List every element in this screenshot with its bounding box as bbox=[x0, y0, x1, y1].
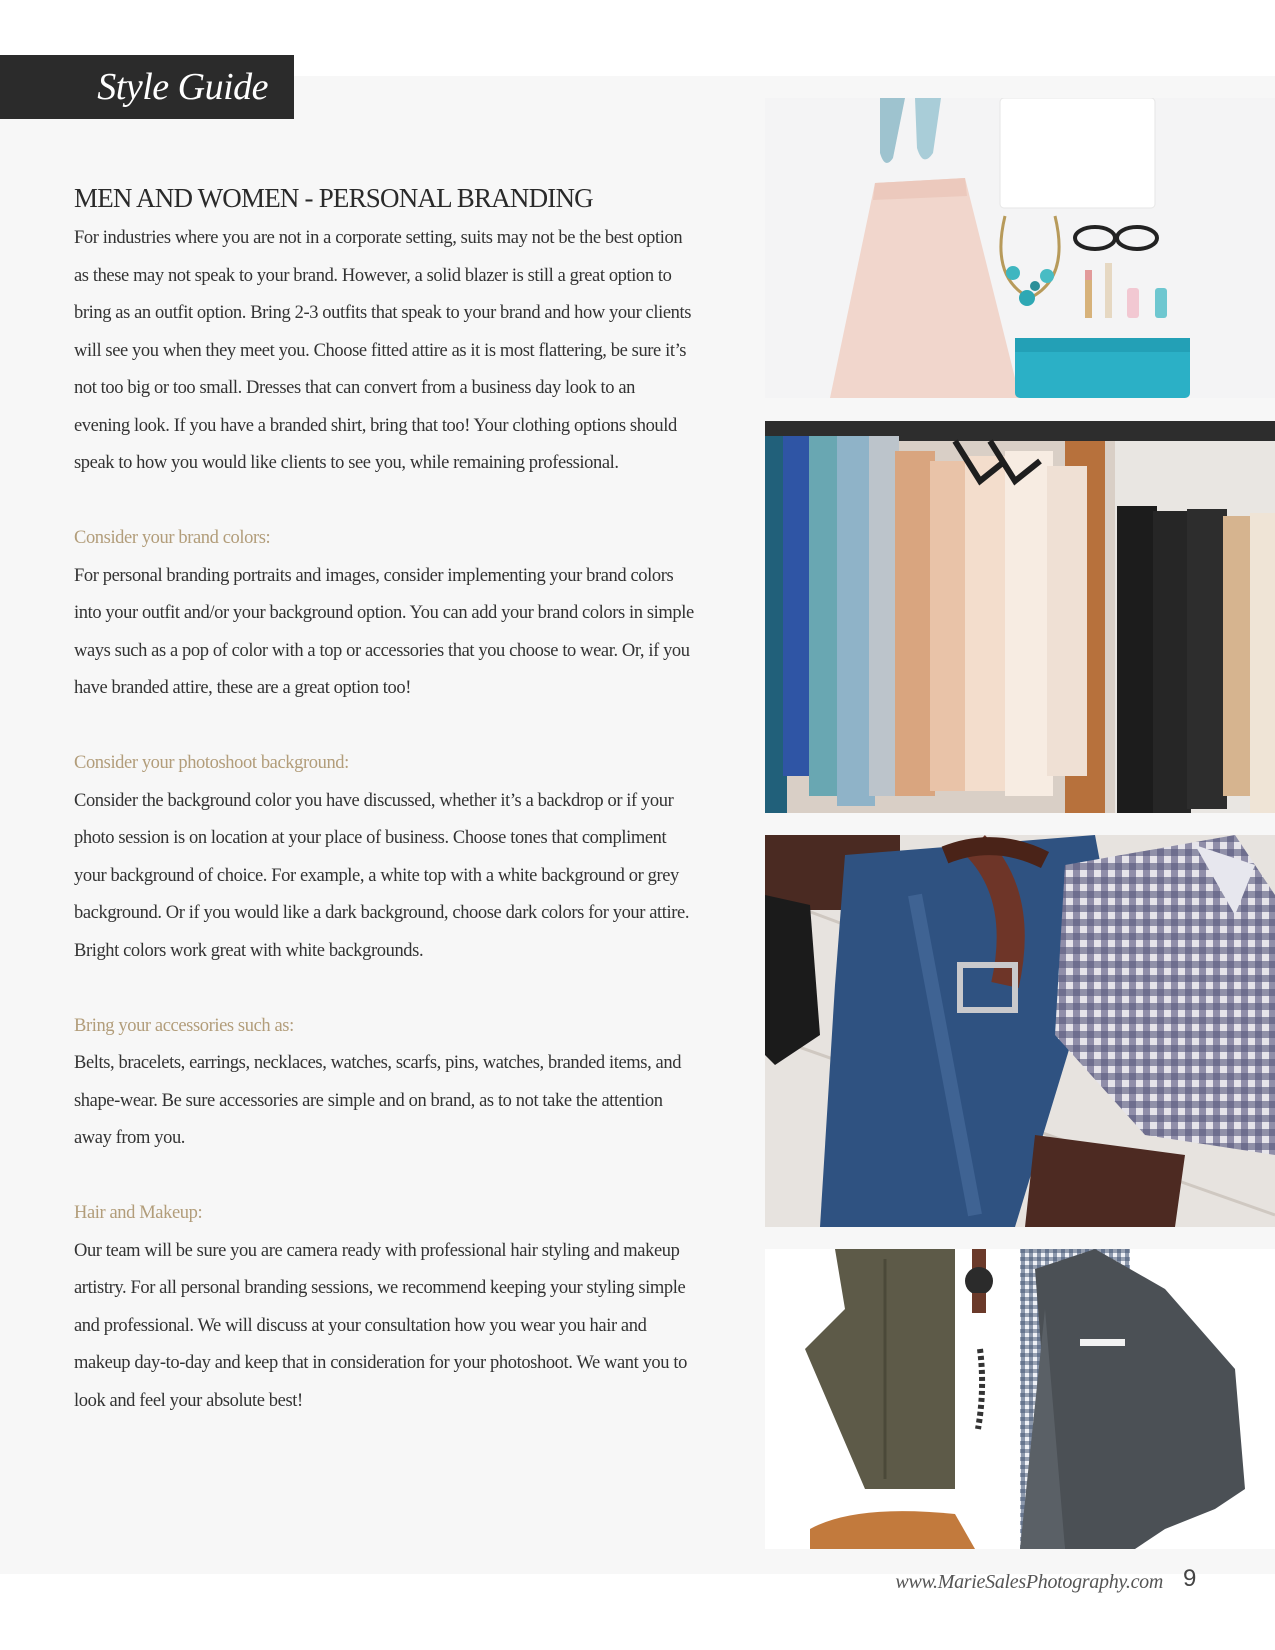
section-title-hair-makeup: Hair and Makeup: bbox=[74, 1203, 203, 1223]
section-body-hair-makeup: Our team will be sure you are camera ready with professional hair styling and makeup artistry. For all personal branding sessions, we recommend keeping your styling simple and professional. We will discuss at your consultation how you wear you hair and makeup day-to-day and keep that in consideration for your photoshoot. We want you to look and feel your absolute best! bbox=[74, 1240, 687, 1411]
section-title-brand-colors: Consider your brand colors: bbox=[74, 528, 271, 548]
section-body-accessories: Belts, bracelets, earrings, necklaces, watches, scarfs, pins, watches, branded items, and shape-wear. Be sure accessories are simple and on brand, as to not take the attention away from you. bbox=[74, 1053, 682, 1148]
mens-casual-photo bbox=[765, 835, 1275, 1227]
website-url: www.MarieSalesPhotography.com bbox=[895, 1571, 1163, 1593]
mens-formal-photo bbox=[765, 1249, 1275, 1549]
page-heading: MEN AND WOMEN - PERSONAL BRANDING bbox=[74, 183, 593, 213]
section-body-background: Consider the background color you have discussed, whether it’s a backdrop or if your photo session is on location at your place of business. Choose tones that compliment your background of choice. For example, a white top with a white background or grey background. Or if you would like a dark background, choose dark colors for your attire. Bright colors work great with white backgrounds. bbox=[74, 790, 690, 961]
page-number: 9 bbox=[1183, 1565, 1197, 1592]
section-title-accessories: Bring your accessories such as: bbox=[74, 1015, 294, 1036]
section-title-background: Consider your photoshoot background: bbox=[74, 753, 349, 773]
intro-paragraph: For industries where you are not in a corporate setting, suits may not be the best option as these may not speak to your brand. However, a solid blazer is still a great option to bring as an outfit option. Bring 2-3 outfits that speak to your brand and how your clients will see you when they meet you. Choose fitted attire as it is most flattering, be sure it’s not too big or too small. Dresses that can convert from a business day look to an evening look. If you have a branded shirt, bring that too! Your clothing options should speak to how you would like clients to see you, while remaining professional. bbox=[74, 228, 692, 473]
womens-flatlay-photo bbox=[765, 98, 1275, 398]
section-body-brand-colors: For personal branding portraits and images, consider implementing your brand colors into your outfit and/or your background option. You can add your brand colors in simple ways such as a pop of color with a top or accessories that you choose to wear. Or, if you have branded attire, these are a great option too! bbox=[74, 565, 694, 698]
clothing-rack-photo bbox=[765, 421, 1275, 813]
article bbox=[74, 183, 694, 1420]
style-guide-tag: Style Guide bbox=[0, 55, 294, 119]
